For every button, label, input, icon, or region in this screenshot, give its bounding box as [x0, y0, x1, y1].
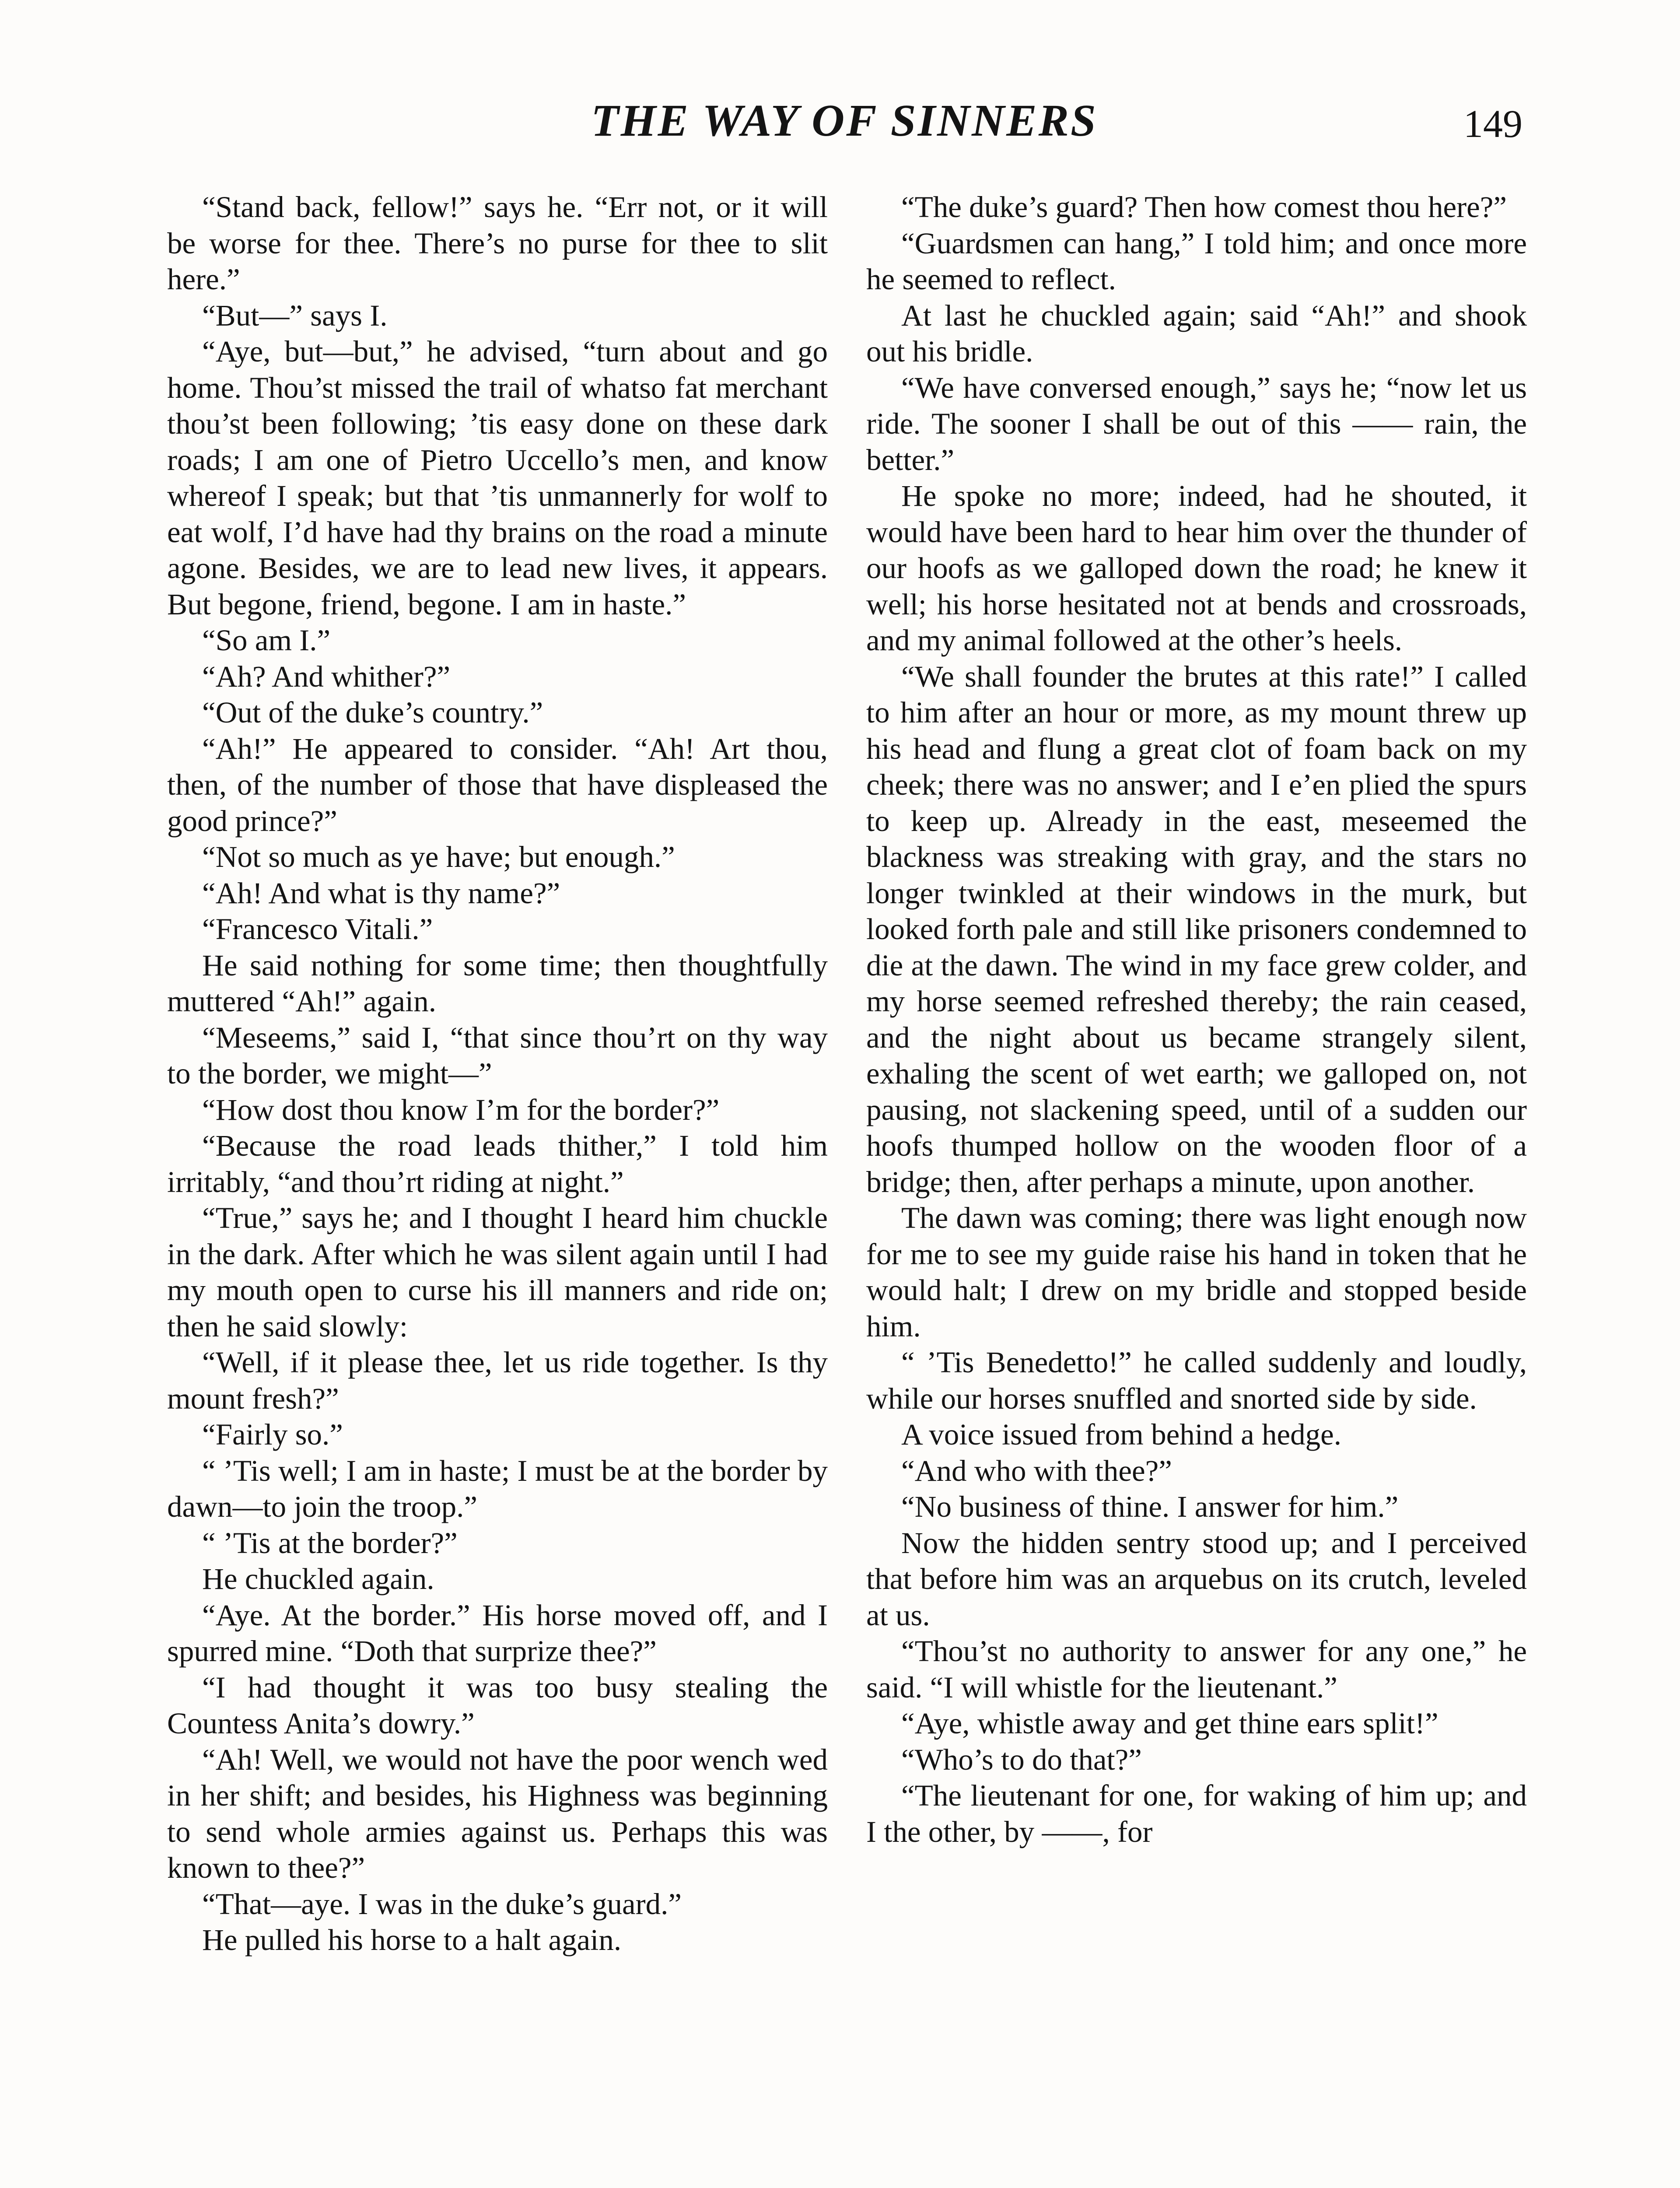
paragraph: A voice issued from behind a hedge.	[901, 1418, 1341, 1451]
paragraph: He said nothing for some time; then thoughtfully muttered “Ah!” again.	[167, 948, 828, 1018]
paragraph: “Thou’st no authority to answer for any one,” he said. “I will whistle for the lieutenant.”	[866, 1634, 1527, 1704]
paragraph: At last he chuckled again; said “Ah!” and shook out his bridle.	[866, 298, 1527, 368]
running-title: THE WAY OF SINNERS	[591, 95, 1098, 146]
paragraph: He spoke no more; indeed, had he shouted, it would have been hard to hear him over the thunder of our hoofs as we galloped down the road; he knew it well; his horse hesitated not at bends and crossroads, and my animal followed at the other’s heels.	[866, 479, 1527, 657]
paragraph: “I had thought it was too busy stealing the Countess Anita’s dowry.”	[167, 1670, 828, 1740]
paragraph: “Guardsmen can hang,” I told him; and once more he seemed to reflect.	[866, 226, 1527, 296]
paragraph: “Not so much as ye have; but enough.”	[202, 840, 675, 873]
page-number: 149	[1463, 102, 1522, 146]
paragraph: “Ah! Well, we would not have the poor wench wed in her shift; and besides, his Highness was beginning to send whole armies against us. Perhaps this was known to thee?”	[167, 1743, 828, 1884]
paragraph: “The duke’s guard? Then how comest thou here?”	[901, 190, 1507, 224]
right-column	[866, 189, 1527, 1850]
paragraph: “Aye, but—but,” he advised, “turn about and go home. Thou’st missed the trail of whatso fat merchant thou’st been following; ’tis easy done on these dark roads; I am one of Pietro Uccello’s men, and know whereof I speak; but that ’tis unmannerly for wolf to eat wolf, I’d have had thy brains on the road a minute agone. Besides, we are to lead new lives, it appears. But begone, friend, begone. I am in haste.”	[167, 335, 828, 621]
paragraph: “Ah? And whither?”	[202, 659, 451, 693]
paragraph: He chuckled again.	[202, 1562, 434, 1595]
paragraph: “True,” says he; and I thought I heard him chuckle in the dark. After which he was silent again until I had my mouth open to curse his ill manners and ride on; then he said slowly:	[167, 1201, 828, 1343]
paragraph: “Stand back, fellow!” says he. “Err not, or it will be worse for thee. There’s no purse for thee to slit here.”	[167, 190, 828, 296]
paragraph: “Aye, whistle away and get thine ears split!”	[901, 1707, 1438, 1740]
paragraph: Now the hidden sentry stood up; and I perceived that before him was an arquebus on its crutch, leveled at us.	[866, 1526, 1527, 1632]
paragraph: “ ’Tis Benedetto!” he called suddenly and loudly, while our horses snuffled and snorted side by side.	[866, 1346, 1527, 1415]
paragraph: He pulled his horse to a halt again.	[202, 1923, 622, 1957]
paragraph: “That—aye. I was in the duke’s guard.”	[202, 1887, 682, 1921]
paragraph: “Meseems,” said I, “that since thou’rt on thy way to the border, we might—”	[167, 1020, 828, 1090]
paragraph: “Ah!” He appeared to consider. “Ah! Art thou, then, of the number of those that have displeased the good prince?”	[167, 732, 828, 838]
left-column	[167, 189, 828, 1958]
paragraph: “Fairly so.”	[202, 1418, 343, 1451]
paragraph: “ ’Tis at the border?”	[202, 1526, 458, 1560]
paragraph: “ ’Tis well; I am in haste; I must be at the border by dawn—to join the troop.”	[167, 1454, 828, 1523]
paragraph: “Ah! And what is thy name?”	[202, 876, 560, 910]
paragraph: “The lieutenant for one, for waking of him up; and I the other, by ——, for	[866, 1779, 1527, 1848]
paragraph: “We shall founder the brutes at this rate!” I called to him after an hour or more, as my mount threw up his head and flung a great clot of foam back on my cheek; there was no answer; and I e’en plied the spurs to keep up. Already in the east, meseemed the blackness was streaking with gray, and the stars no longer twinkled at their windows in the murk, but looked forth pale and still like prisoners condemned to die at the dawn. The wind in my face grew colder, and my horse seemed refreshed thereby; the rain ceased, and the night about us became strangely silent, exhaling the scent of wet earth; we galloped on, not pausing, not slackening speed, until of a sudden our hoofs thumped hollow on the wooden floor of a bridge; then, after perhaps a minute, upon another.	[866, 659, 1527, 1199]
paragraph: The dawn was coming; there was light enough now for me to see my guide raise his hand in token that he would halt; I drew on my bridle and stopped beside him.	[866, 1201, 1527, 1343]
paragraph: “Because the road leads thither,” I told him irritably, “and thou’rt riding at night.”	[167, 1129, 828, 1199]
paragraph: “We have conversed enough,” says he; “now let us ride. The sooner I shall be out of this —— rain, the better.”	[866, 371, 1527, 477]
paragraph: “Out of the duke’s country.”	[202, 696, 543, 729]
paragraph: “Well, if it please thee, let us ride together. Is thy mount fresh?”	[167, 1346, 828, 1415]
page-header	[166, 86, 1522, 156]
paragraph: “Francesco Vitali.”	[202, 912, 433, 946]
paragraph: “Who’s to do that?”	[901, 1743, 1142, 1776]
paragraph: “No business of thine. I answer for him.”	[901, 1490, 1399, 1523]
paragraph: “But—” says I.	[202, 298, 388, 332]
paragraph: “Aye. At the border.” His horse moved off, and I spurred mine. “Doth that surprize thee?”	[167, 1598, 828, 1668]
paragraph: “And who with thee?”	[901, 1454, 1172, 1487]
paragraph: “So am I.”	[202, 624, 331, 657]
paragraph: “How dost thou know I’m for the border?”	[202, 1093, 720, 1126]
